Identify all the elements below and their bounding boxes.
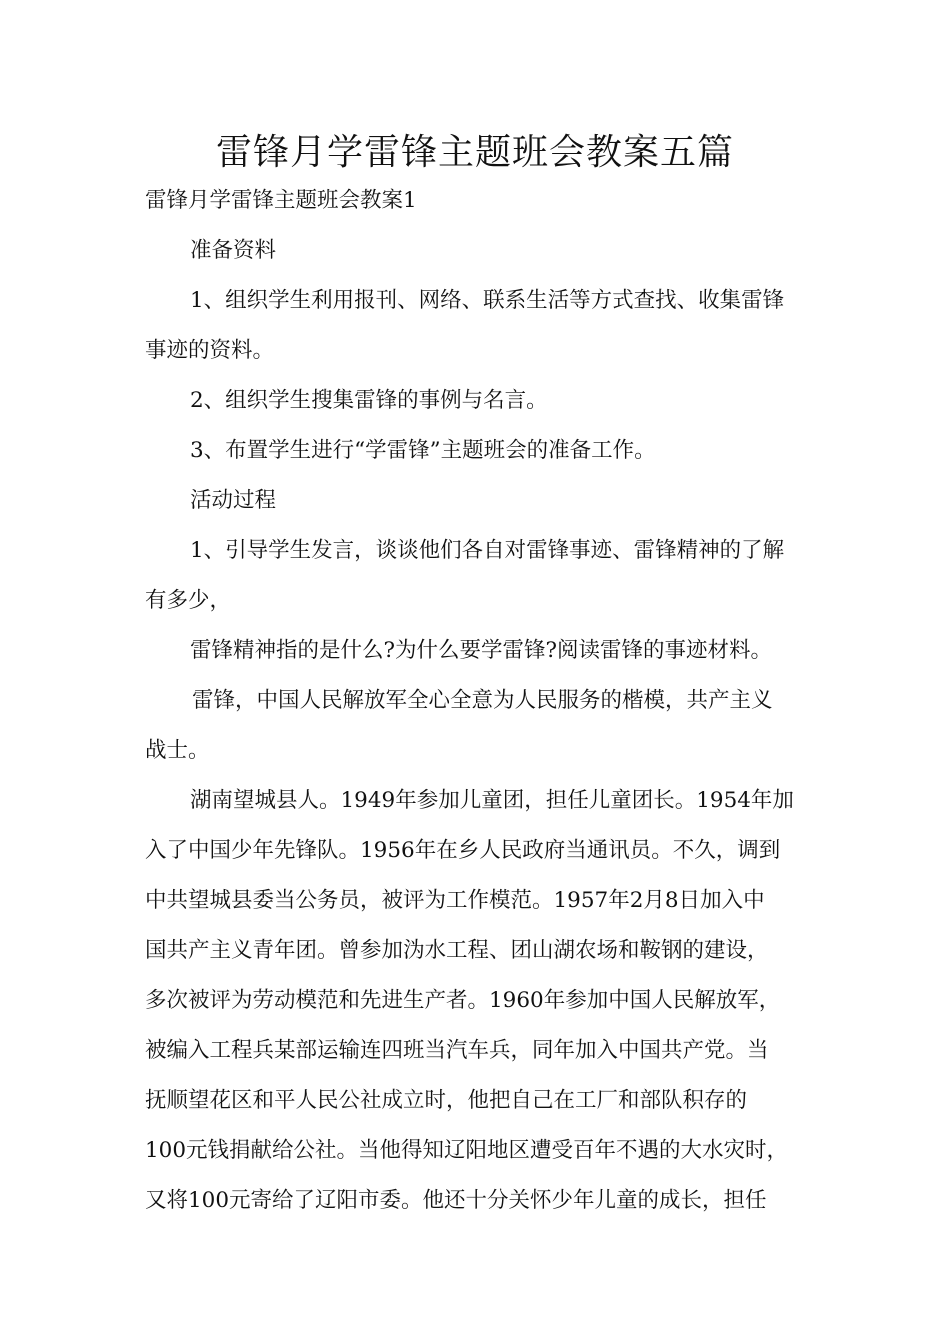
paragraph-line: 活动过程 bbox=[190, 488, 277, 513]
paragraph-line: 3、布置学生进行“学雷锋”主题班会的准备工作。 bbox=[190, 438, 656, 463]
paragraph-line: 准备资料 bbox=[190, 238, 277, 263]
paragraph-line: 100元钱捐献给公社。当他得知辽阳地区遭受百年不遇的大水灾时， bbox=[145, 1138, 789, 1163]
paragraph-line: 湖南望城县人。1949年参加儿童团，担任儿童团长。1954年加 bbox=[190, 788, 794, 813]
paragraph-line: 国共产主义青年团。曾参加沩水工程、团山湖农场和鞍钢的建设， bbox=[145, 938, 769, 963]
paragraph-line: 2、组织学生搜集雷锋的事例与名言。 bbox=[190, 388, 548, 413]
document-title: 雷锋月学雷锋主题班会教案五篇 bbox=[215, 132, 734, 173]
paragraph-line: 事迹的资料。 bbox=[145, 338, 275, 363]
paragraph-line: 抚顺望花区和平人民公社成立时，他把自己在工厂和部队积存的 bbox=[145, 1088, 748, 1113]
paragraph-line: 中共望城县委当公务员，被评为工作模范。1957年2月8日加入中 bbox=[145, 888, 765, 913]
paragraph-line: 又将100元寄给了辽阳市委。他还十分关怀少年儿童的成长，担任 bbox=[145, 1188, 767, 1213]
paragraph-line: 入了中国少年先锋队。1956年在乡人民政府当通讯员。不久，调到 bbox=[145, 838, 781, 863]
paragraph-line: 雷锋精神指的是什么?为什么要学雷锋?阅读雷锋的事迹材料。 bbox=[190, 638, 773, 663]
paragraph-line: 战士。 bbox=[145, 738, 210, 763]
paragraph-line: 1、引导学生发言，谈谈他们各自对雷锋事迹、雷锋精神的了解 bbox=[190, 538, 785, 563]
paragraph-line: 1、组织学生利用报刊、网络、联系生活等方式查找、收集雷锋 bbox=[190, 288, 785, 313]
paragraph-line: 多次被评为劳动模范和先进生产者。1960年参加中国人民解放军， bbox=[145, 988, 781, 1013]
paragraph-line: 雷锋，中国人民解放军全心全意为人民服务的楷模，共产主义 bbox=[192, 688, 773, 713]
paragraph-line: 被编入工程兵某部运输连四班当汽车兵，同年加入中国共产党。当 bbox=[145, 1038, 769, 1063]
paragraph-line: 有多少， bbox=[145, 588, 232, 613]
subtitle-line: 雷锋月学雷锋主题班会教案1 bbox=[145, 188, 417, 213]
